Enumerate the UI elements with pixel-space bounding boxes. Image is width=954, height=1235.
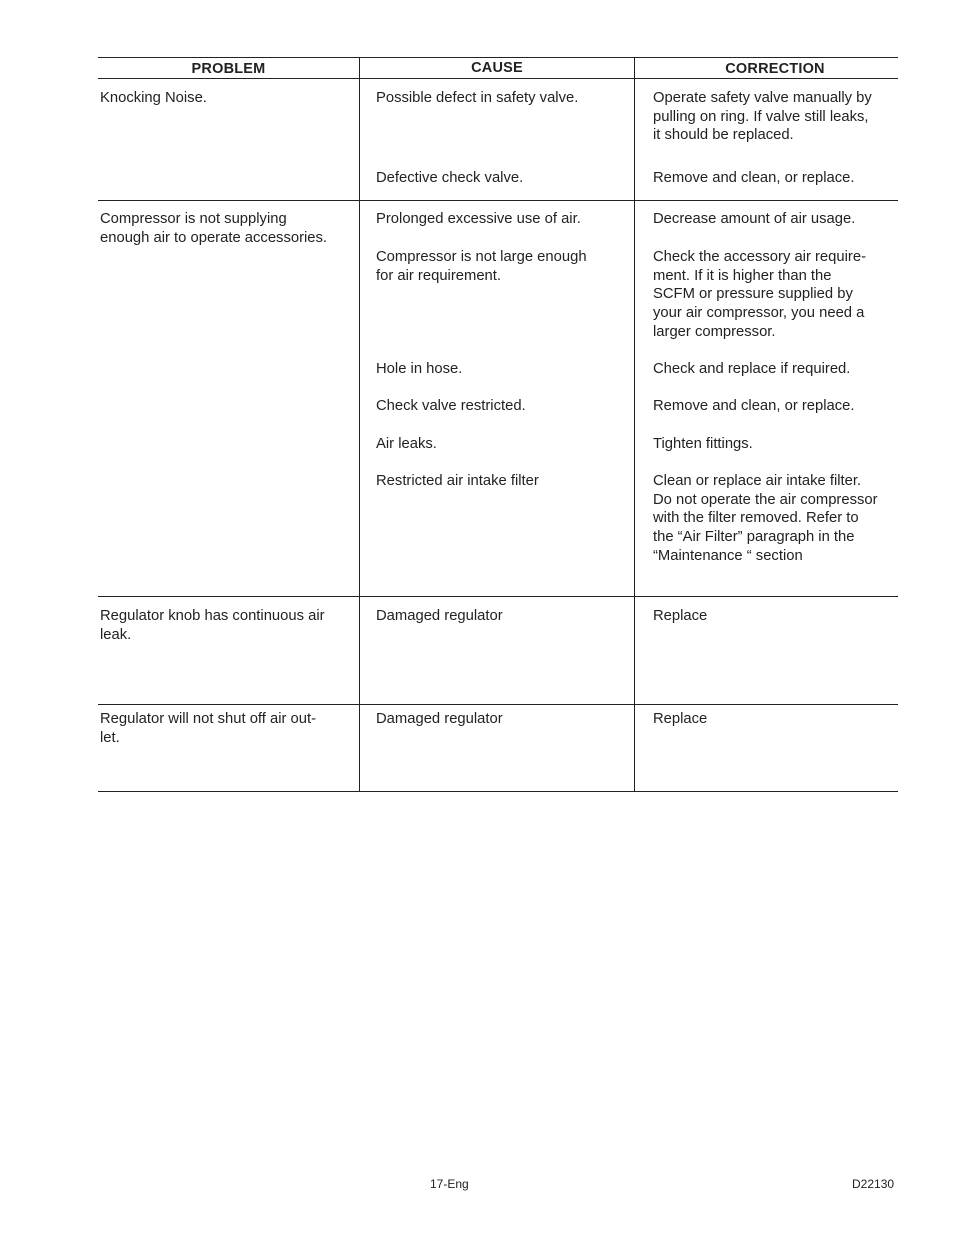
cause-cell: Damaged regulator bbox=[376, 711, 503, 727]
column-divider bbox=[634, 57, 635, 792]
document-code: D22130 bbox=[852, 1177, 895, 1191]
cause-cell: Prolonged excessive use of air. bbox=[376, 211, 581, 227]
header-problem: PROBLEM bbox=[191, 61, 266, 77]
cause-cell: Restricted air intake filter bbox=[376, 473, 539, 489]
correction-cell: Check and replace if required. bbox=[653, 361, 851, 377]
cause-cell: Hole in hose. bbox=[376, 361, 463, 377]
problem-cell: Knocking Noise. bbox=[100, 90, 207, 106]
correction-cell: Operate safety valve manually by pulling on ring. If valve still leaks, it should be replaced. bbox=[653, 90, 872, 144]
table-bottom-rule bbox=[98, 791, 898, 792]
problem-cell: Compressor is not supplying enough air to operate accessories. bbox=[100, 211, 328, 246]
header-correction: CORRECTION bbox=[725, 61, 825, 77]
correction-cell: Replace bbox=[653, 608, 708, 624]
correction-cell: Replace bbox=[653, 711, 708, 727]
cause-cell: Compressor is not large enough for air requirement. bbox=[376, 249, 587, 284]
cause-cell: Defective check valve. bbox=[376, 170, 524, 186]
cause-cell: Possible defect in safety valve. bbox=[376, 90, 579, 106]
cause-cell: Air leaks. bbox=[376, 436, 437, 452]
problem-cell: Regulator will not shut off air out- let. bbox=[100, 711, 317, 746]
header-cause: CAUSE bbox=[471, 60, 523, 76]
correction-cell: Remove and clean, or replace. bbox=[653, 170, 855, 186]
problem-cell: Regulator knob has continuous air leak. bbox=[100, 608, 325, 643]
column-divider bbox=[359, 57, 360, 792]
row-divider bbox=[98, 596, 898, 597]
header-bottom-rule bbox=[98, 78, 898, 79]
page-number: 17-Eng bbox=[430, 1177, 469, 1191]
row-divider bbox=[98, 704, 898, 705]
table-top-rule bbox=[98, 57, 898, 58]
cause-cell: Damaged regulator bbox=[376, 608, 503, 624]
correction-cell: Check the accessory air require- ment. If it is higher than the SCFM or pressure supplied by your air compressor, you need a larger compressor. bbox=[653, 249, 866, 340]
correction-cell: Clean or replace air intake filter. Do not operate the air compressor with the filter removed. Refer to the “Air Filter” paragraph in the “Maintenance “ section bbox=[653, 473, 878, 564]
cause-cell: Check valve restricted. bbox=[376, 398, 526, 414]
correction-cell: Decrease amount of air usage. bbox=[653, 211, 856, 227]
row-divider bbox=[98, 200, 898, 201]
correction-cell: Remove and clean, or replace. bbox=[653, 398, 855, 414]
correction-cell: Tighten fittings. bbox=[653, 436, 753, 452]
